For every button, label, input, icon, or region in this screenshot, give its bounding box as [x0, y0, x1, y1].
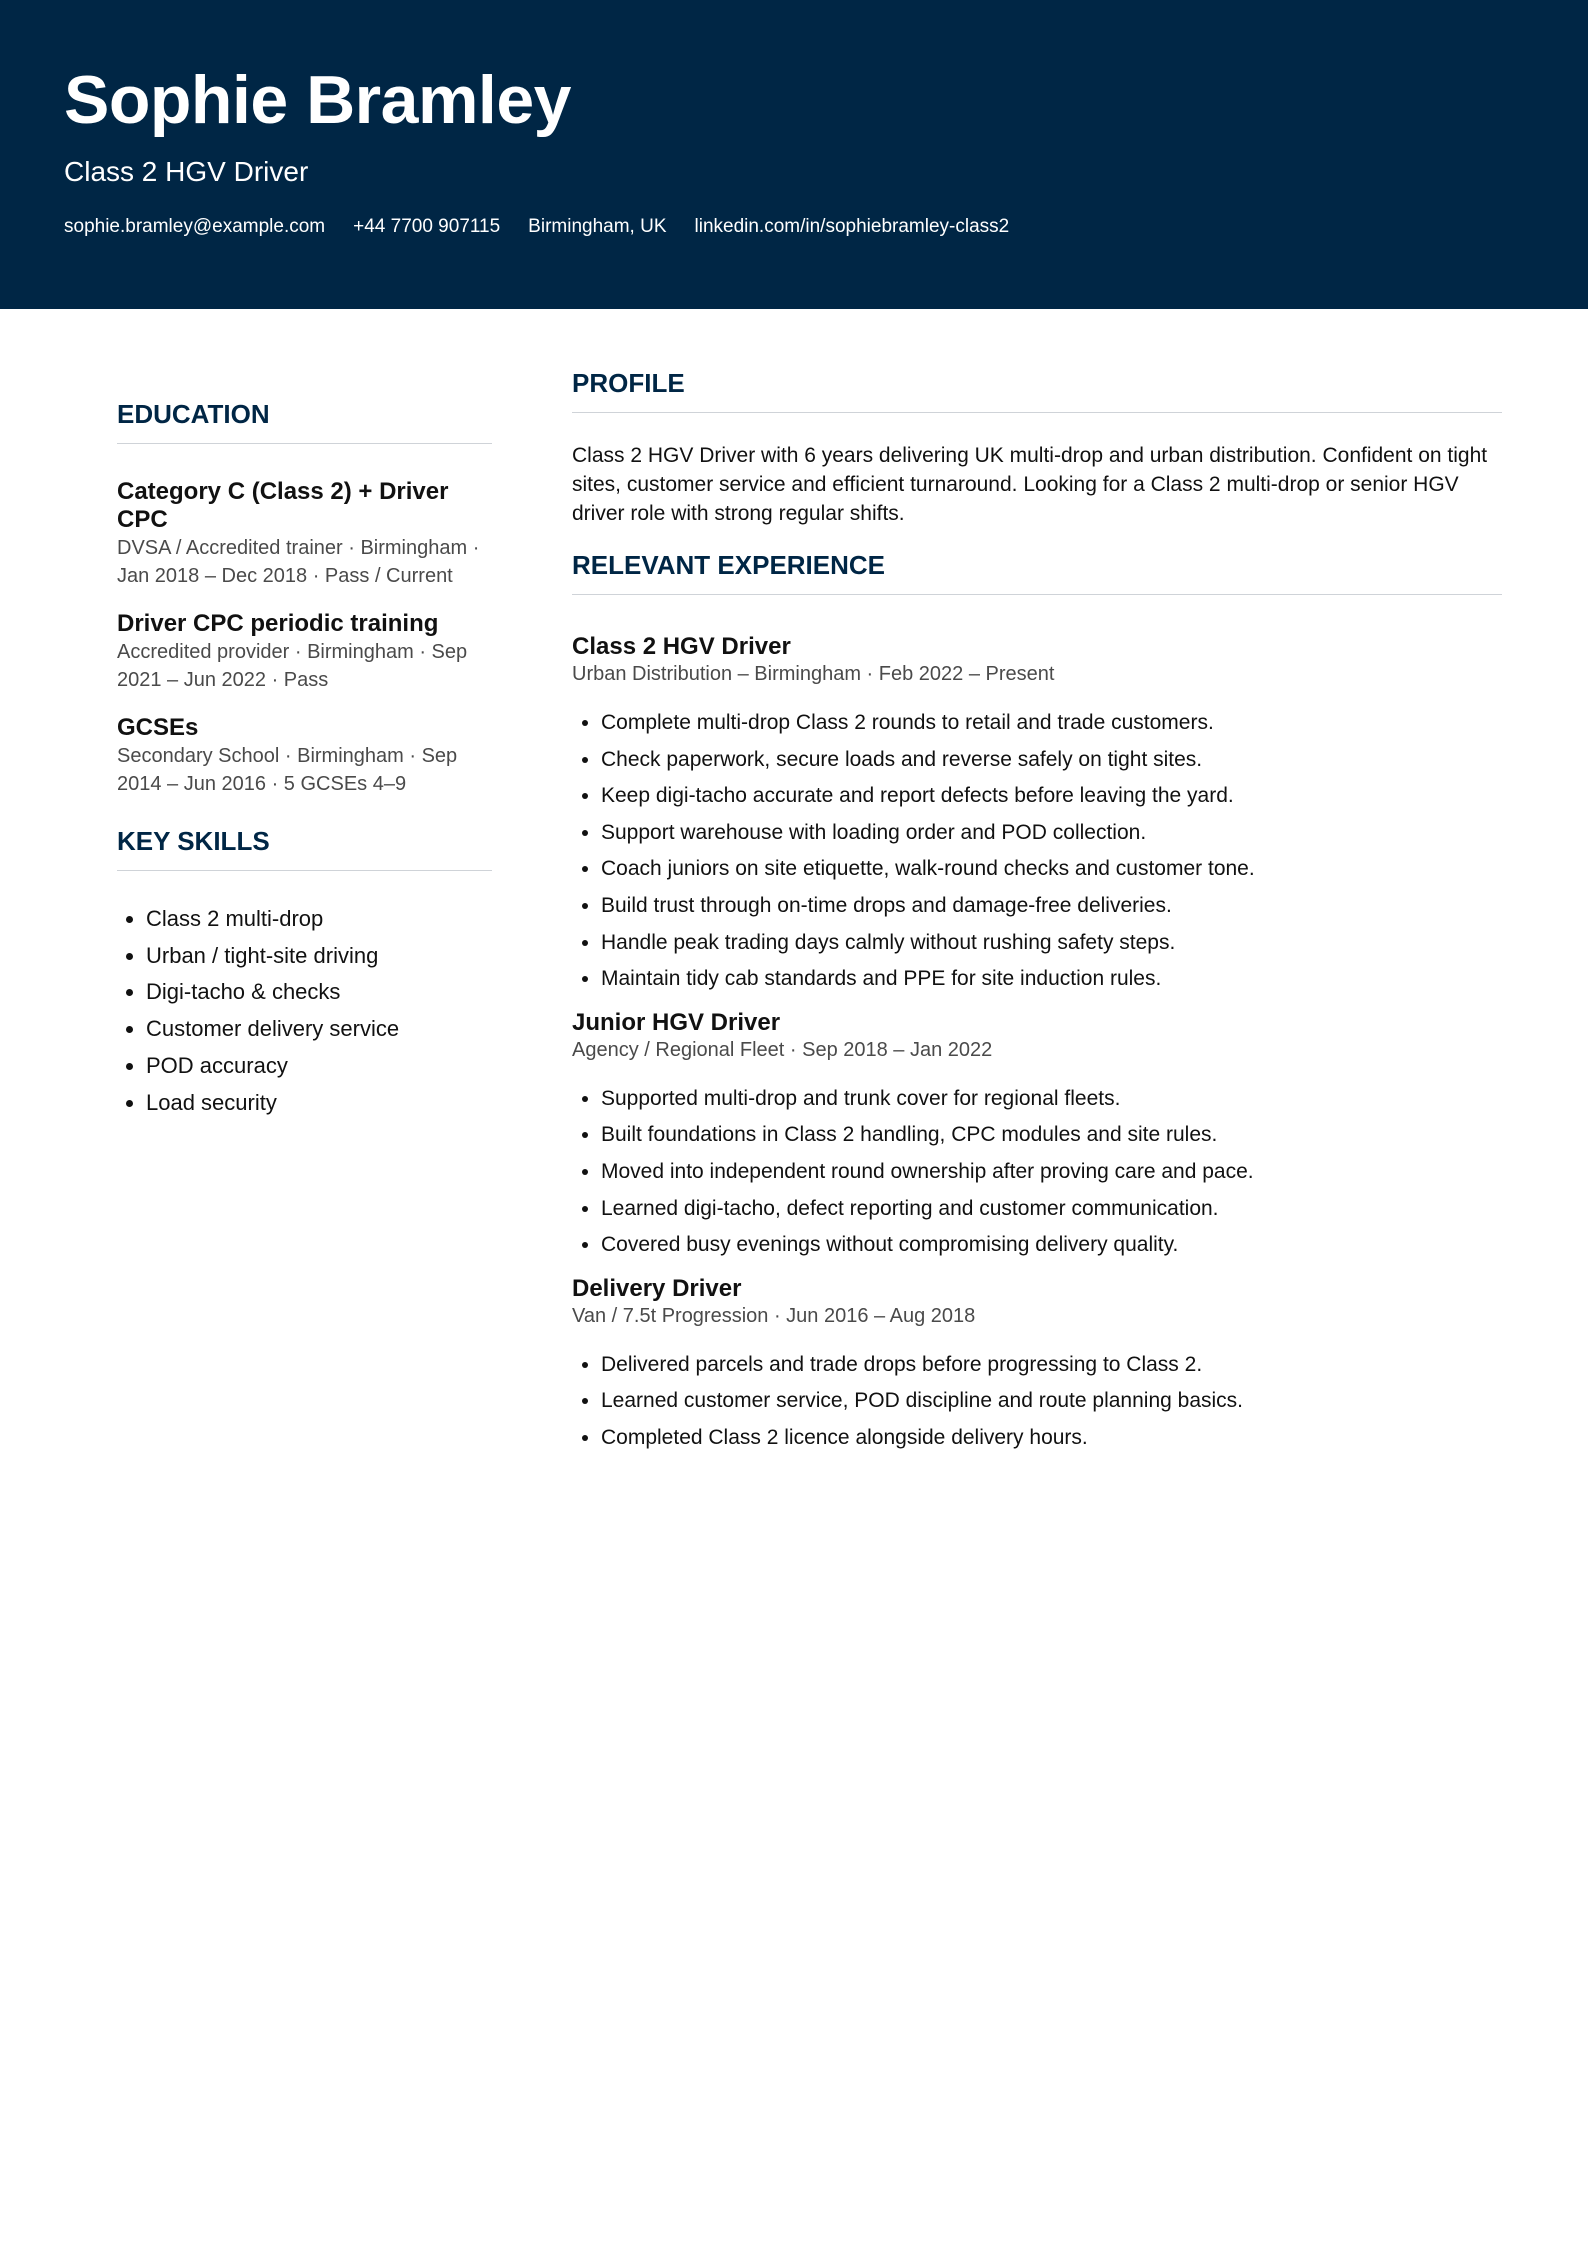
- education-heading: EDUCATION: [117, 397, 492, 444]
- education-item: [117, 610, 492, 694]
- job-bullet: • Build trust through on-time drops and damage-free deliveries.: [601, 888, 1502, 925]
- education-item: [117, 478, 492, 590]
- job-bullet: • Completed Class 2 licence alongside delivery hours.: [601, 1420, 1502, 1457]
- job-role: Class 2 HGV Driver: [572, 633, 791, 660]
- job-bullet: • Built foundations in Class 2 handling, CPC modules and site rules.: [601, 1117, 1502, 1154]
- job-meta: Urban Distribution – Birmingham · Feb 2022 – Present: [572, 663, 1055, 685]
- candidate-name: Sophie Bramley: [64, 62, 571, 138]
- skills-heading: KEY SKILLS: [117, 824, 492, 871]
- skills-list: [117, 901, 492, 1121]
- job-role: Junior HGV Driver: [572, 1008, 781, 1036]
- education-detail: Secondary School · Birmingham · Sep 2014 – Jun 2016 · 5 GCSEs 4–9: [117, 745, 458, 795]
- job-bullet: • Support warehouse with loading order and POD collection.: [601, 815, 1502, 852]
- job-entry: [572, 633, 1502, 998]
- job-bullet: • Complete multi-drop Class 2 rounds to retail and trade customers.: [601, 705, 1502, 742]
- education-title: Driver CPC periodic training: [117, 610, 439, 637]
- job-bullet: • Covered busy evenings without compromising delivery quality.: [601, 1227, 1502, 1264]
- job-bullet: • Check paperwork, secure loads and reverse safely on tight sites.: [601, 742, 1502, 779]
- job-bullet: • Keep digi-tacho accurate and report defects before leaving the yard.: [601, 778, 1502, 815]
- profile-text: Class 2 HGV Driver with 6 years delivering UK multi-drop and urban distribution. Confident on tight sites, customer service and efficient turnaround. Looking for a Class 2 multi-drop or senior HGV driver role with strong regular shifts.: [572, 444, 1488, 525]
- skill-item: • Load security: [146, 1085, 492, 1122]
- contact-location: Birmingham, UK: [528, 216, 667, 237]
- job-bullet: • Supported multi-drop and trunk cover for regional fleets.: [601, 1081, 1502, 1118]
- job-bullet: • Coach juniors on site etiquette, walk-round checks and customer tone.: [601, 851, 1502, 888]
- job-meta: Van / 7.5t Progression · Jun 2016 – Aug 2018: [572, 1304, 976, 1327]
- education-title: Category C (Class 2) + Driver CPC: [117, 478, 449, 533]
- resume-header: [0, 0, 1588, 309]
- education-title: GCSEs: [117, 714, 199, 741]
- skill-item: • Urban / tight-site driving: [146, 938, 492, 975]
- job-bullets: [572, 1081, 1502, 1264]
- skill-item: • Customer delivery service: [146, 1011, 492, 1048]
- job-bullet: • Maintain tidy cab standards and PPE for site induction rules.: [601, 961, 1502, 998]
- job-bullet: • Moved into independent round ownership after proving care and pace.: [601, 1154, 1502, 1191]
- education-detail: DVSA / Accredited trainer · Birmingham · Jan 2018 – Dec 2018 · Pass / Current: [117, 537, 480, 587]
- left-column: [117, 397, 492, 1121]
- contact-linkedin[interactable]: linkedin.com/in/sophiebramley-class2: [694, 216, 1010, 237]
- skill-item: • Class 2 multi-drop: [146, 901, 492, 938]
- job-bullet: • Handle peak trading days calmly without rushing safety steps.: [601, 925, 1502, 962]
- job-role: Delivery Driver: [572, 1274, 742, 1302]
- contact-phone[interactable]: +44 7700 907115: [353, 216, 501, 237]
- contact-email[interactable]: sophie.bramley@example.com: [64, 216, 326, 237]
- profile-heading: PROFILE: [572, 366, 1502, 413]
- job-bullet: • Delivered parcels and trade drops before progressing to Class 2.: [601, 1347, 1502, 1384]
- job-bullets: [572, 1347, 1502, 1457]
- skill-item: • Digi-tacho & checks: [146, 974, 492, 1011]
- job-bullet: • Learned customer service, POD discipline and route planning basics.: [601, 1383, 1502, 1420]
- experience-heading: RELEVANT EXPERIENCE: [572, 548, 1502, 595]
- right-column: [572, 366, 1502, 1468]
- skill-item: • POD accuracy: [146, 1048, 492, 1085]
- contact-row: [64, 214, 1009, 240]
- education-detail: Accredited provider · Birmingham · Sep 2021 – Jun 2022 · Pass: [117, 641, 468, 691]
- education-item: [117, 714, 492, 798]
- job-entry: [572, 1275, 1502, 1457]
- job-meta: Agency / Regional Fleet · Sep 2018 – Jan 2022: [572, 1038, 993, 1061]
- job-entry: [572, 1009, 1502, 1264]
- job-bullets: [572, 705, 1502, 998]
- job-bullet: • Learned digi-tacho, defect reporting and customer communication.: [601, 1191, 1502, 1228]
- candidate-title: Class 2 HGV Driver: [64, 156, 309, 187]
